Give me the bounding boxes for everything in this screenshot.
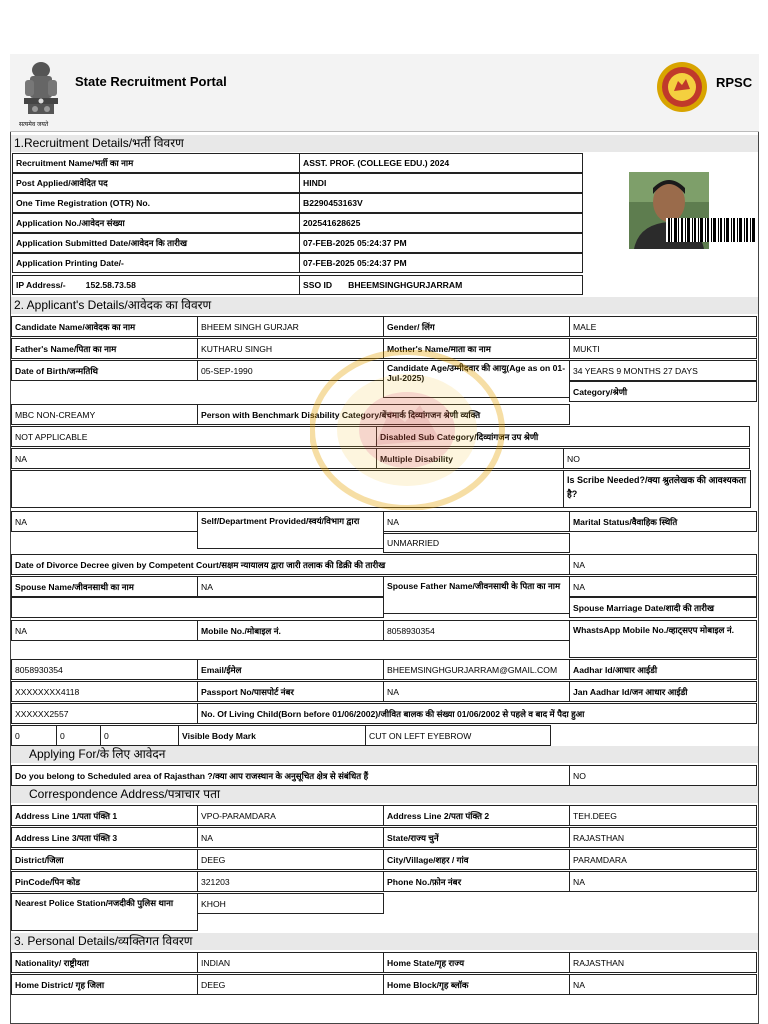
home-block-value: NA xyxy=(569,974,757,995)
section-recruitment: 1.Recruitment Details/भर्ती विवरण xyxy=(11,135,758,152)
mobile-value: 8058930354 xyxy=(383,620,570,641)
age-value: 34 YEARS 9 MONTHS 27 DAYS xyxy=(569,360,757,381)
state-label: State/राज्य चुनें xyxy=(383,827,570,848)
marriage-date-value: NA xyxy=(11,620,198,641)
jan-aadhar-value: XXXXXX2557 xyxy=(11,703,198,724)
emblem-motto: सत्यमेव जयते xyxy=(19,122,49,128)
child-count-total: 0 xyxy=(100,725,179,746)
living-child-label: No. Of Living Child(Born before 01/06/2002)/जीवित बालक की संख्या 01/06/2002 से पहले व बाद में पैदा हुआ xyxy=(197,703,757,724)
category-label: Category/श्रेणी xyxy=(569,381,757,402)
aadhar-label: Aadhar Id/आधार आईडी xyxy=(569,659,757,680)
email-label: Email/ईमेल xyxy=(197,659,384,680)
self-dept-value: NA xyxy=(383,511,570,532)
printing-date-value: 07-FEB-2025 05:24:37 PM xyxy=(299,253,583,273)
recruitment-name-label: Recruitment Name/भर्ती का नाम xyxy=(12,153,300,173)
candidate-name-value: BHEEM SINGH GURJAR xyxy=(197,316,384,337)
pwbd-label: Person with Benchmark Disability Category/बेंचमार्क दिव्यांगजन श्रेणी व्यक्ति xyxy=(197,404,570,425)
mother-name-label: Mother's Name/माता का नाम xyxy=(383,338,570,359)
ip-label: IP Address/- xyxy=(16,280,66,290)
phone-value: NA xyxy=(569,871,757,892)
divorce-date-label: Date of Divorce Decree given by Competent Court/सक्षम न्यायालय द्वारा जारी तलाक की डिक्री की तारीख xyxy=(11,554,570,575)
spouse-name-label: Spouse Name/जीवनसाथी का नाम xyxy=(11,576,198,597)
ip-value: 152.58.73.58 xyxy=(85,280,136,290)
child-count-after: 0 xyxy=(56,725,101,746)
address-line3-value: NA xyxy=(197,827,384,848)
rpsc-logo-icon xyxy=(656,61,708,113)
barcode-icon xyxy=(666,218,756,242)
home-block-label: Home Block/गृह ब्लॉक xyxy=(383,974,570,995)
dob-value: 05-SEP-1990 xyxy=(197,360,384,381)
address-line3-label: Address Line 3/पता पंक्ति 3 xyxy=(11,827,198,848)
home-state-value: RAJASTHAN xyxy=(569,952,757,973)
blank-cell xyxy=(11,597,384,618)
scheduled-area-label: Do you belong to Scheduled area of Rajasthan ?/क्या आप राजस्थान के अनुसूचित क्षेत्र से संबंधित हैं xyxy=(11,765,570,786)
application-no-value: 202541628625 xyxy=(299,213,583,233)
address-line1-label: Address Line 1/पता पंक्ति 1 xyxy=(11,805,198,826)
marital-status-label: Marital Status/वैवाहिक स्थिति xyxy=(569,511,757,532)
scribe-label: Is Scribe Needed?/क्या श्रुतलेखक की आवश्यकता है? xyxy=(563,470,751,508)
blank-cell xyxy=(11,470,564,508)
father-name-label: Father's Name/पिता का नाम xyxy=(11,338,198,359)
district-value: DEEG xyxy=(197,849,384,870)
multiple-disability-value: NO xyxy=(563,448,750,469)
spouse-father-label: Spouse Father Name/जीवनसाथी के पिता का नाम xyxy=(383,576,570,614)
pincode-value: 321203 xyxy=(197,871,384,892)
page-header xyxy=(10,54,759,132)
section-correspondence: Correspondence Address/पत्राचार पता xyxy=(11,786,758,803)
district-label: District/जिला xyxy=(11,849,198,870)
ip-address-cell xyxy=(12,275,300,295)
post-applied-label: Post Applied/आवेदित पद xyxy=(12,173,300,193)
nationality-value: INDIAN xyxy=(197,952,384,973)
pincode-label: PinCode/पिन कोड xyxy=(11,871,198,892)
divorce-date-value: NA xyxy=(569,554,757,575)
home-district-label: Home District/ गृह जिला xyxy=(11,974,198,995)
mobile-label: Mobile No./मोबाइल नं. xyxy=(197,620,384,641)
multiple-disability-label: Multiple Disability xyxy=(376,448,564,469)
address-line2-value: TEH.DEEG xyxy=(569,805,757,826)
body-mark-label: Visible Body Mark xyxy=(178,725,366,746)
home-state-label: Home State/गृह राज्य xyxy=(383,952,570,973)
passport-value: NA xyxy=(383,681,570,702)
nationality-label: Nationality/ राष्ट्रीयता xyxy=(11,952,198,973)
section-applying-for: Applying For/के लिए आवेदन xyxy=(11,746,758,763)
disabled-sub-value: NA xyxy=(11,448,377,469)
sso-cell xyxy=(299,275,583,295)
disabled-sub-label: Disabled Sub Category/दिव्यांगजन उप श्रेणी xyxy=(376,426,750,447)
address-line2-label: Address Line 2/पता पंक्ति 2 xyxy=(383,805,570,826)
dob-label: Date of Birth/जन्मतिथि xyxy=(11,360,198,381)
body-mark-value: CUT ON LEFT EYEBROW xyxy=(365,725,551,746)
email-value: BHEEMSINGHGURJARRAM@GMAIL.COM xyxy=(383,659,570,680)
jan-aadhar-label: Jan Aadhar Id/जन आधार आईडी xyxy=(569,681,757,702)
phone-label: Phone No./फ़ोन नंबर xyxy=(383,871,570,892)
gender-value: MALE xyxy=(569,316,757,337)
whatsapp-label: WhastsApp Mobile No./व्हाट्सएप मोबाइल नं. xyxy=(569,620,757,658)
post-applied-value: HINDI xyxy=(299,173,583,193)
submitted-date-value: 07-FEB-2025 05:24:37 PM xyxy=(299,233,583,253)
marriage-date-label: Spouse Marriage Date/शादी की तारीख xyxy=(569,597,757,618)
mother-name-value: MUKTI xyxy=(569,338,757,359)
city-value: PARAMDARA xyxy=(569,849,757,870)
printing-date-label: Application Printing Date/- xyxy=(12,253,300,273)
page-title: State Recruitment Portal xyxy=(75,74,227,89)
gender-label: Gender/ लिंग xyxy=(383,316,570,337)
section-personal: 3. Personal Details/व्यक्तिगत विवरण xyxy=(11,933,758,950)
address-line1-value: VPO-PARAMDARA xyxy=(197,805,384,826)
submitted-date-label: Application Submitted Date/आवेदन कि तारीख xyxy=(12,233,300,253)
pwbd-value: NOT APPLICABLE xyxy=(11,426,377,447)
marital-status-value: UNMARRIED xyxy=(383,533,570,553)
age-label: Candidate Age/उम्मीदवार की आयु(Age as on 01-Jul-2025) xyxy=(383,360,570,398)
police-station-value: KHOH xyxy=(197,893,384,914)
org-name: RPSC xyxy=(716,75,753,90)
self-dept-label: Self/Department Provided/स्वयं/विभाग द्वारा xyxy=(197,511,384,549)
section-applicant: 2. Applicant's Details/आवेदक का विवरण xyxy=(11,297,758,314)
scribe-value: NA xyxy=(11,511,198,532)
passport-label: Passport No/पासपोर्ट नंबर xyxy=(197,681,384,702)
otr-label: One Time Registration (OTR) No. xyxy=(12,193,300,213)
aadhar-value: XXXXXXXX4118 xyxy=(11,681,198,702)
scheduled-area-value: NO xyxy=(569,765,757,786)
child-count-before: 0 xyxy=(11,725,57,746)
otr-value: B2290453163V xyxy=(299,193,583,213)
home-district-value: DEEG xyxy=(197,974,384,995)
spouse-name-value: NA xyxy=(197,576,384,597)
spouse-father-value: NA xyxy=(569,576,757,597)
sso-value: BHEEMSINGHGURJARRAM xyxy=(348,280,463,290)
state-value: RAJASTHAN xyxy=(569,827,757,848)
sso-label: SSO ID xyxy=(303,280,333,290)
category-value: MBC NON-CREAMY xyxy=(11,404,198,425)
candidate-name-label: Candidate Name/आवेदक का नाम xyxy=(11,316,198,337)
recruitment-name-value: ASST. PROF. (COLLEGE EDU.) 2024 xyxy=(299,153,583,173)
whatsapp-value: 8058930354 xyxy=(11,659,198,680)
city-label: City/Village/शहर / गांव xyxy=(383,849,570,870)
police-station-label: Nearest Police Station/नजदीकी पुलिस थाना xyxy=(11,893,198,931)
application-no-label: Application No./आवेदन संख्या xyxy=(12,213,300,233)
father-name-value: KUTHARU SINGH xyxy=(197,338,384,359)
